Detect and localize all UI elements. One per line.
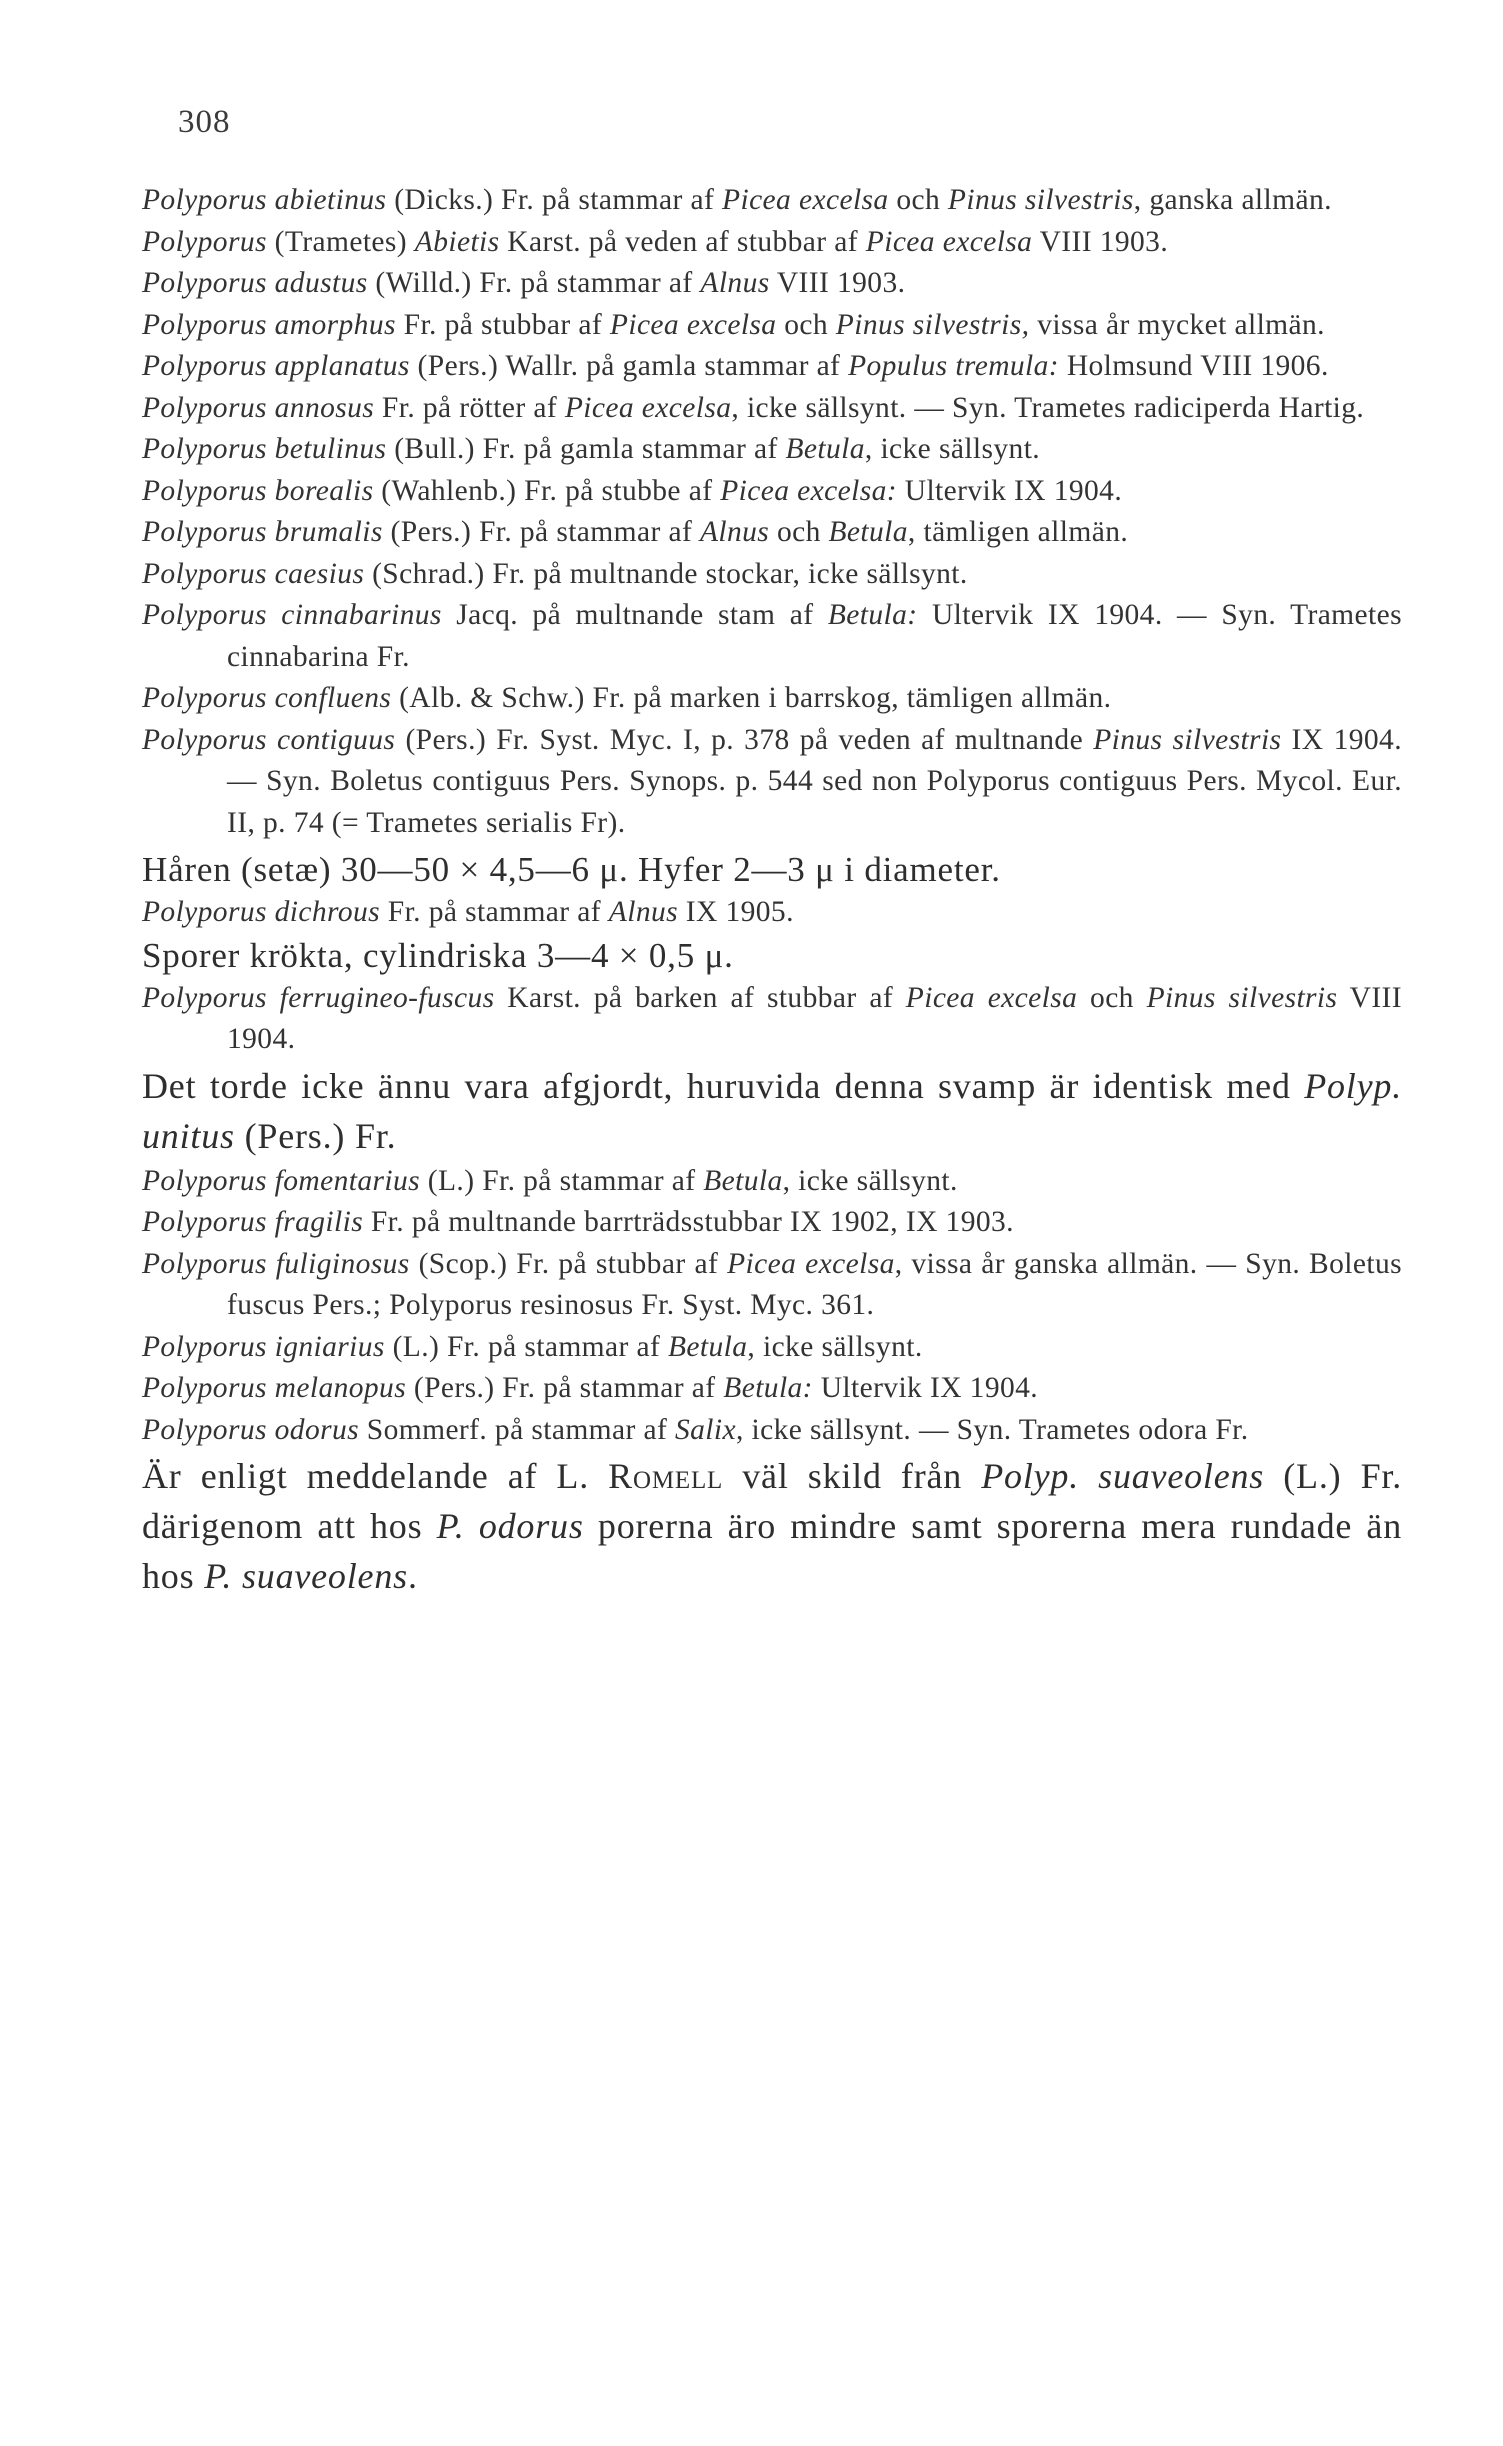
entry-text: , icke sällsynt. — Syn. Trametes odora Fr. (736, 1413, 1249, 1446)
host-name: Pinus silvestris (947, 184, 1134, 216)
note-odorus-d: (L.) Fr. därigenom att hos (142, 1456, 1402, 1546)
note-odorus-a: Är enligt meddelande af L. (142, 1456, 609, 1496)
entry-text: och (776, 308, 836, 341)
species-name: Polyporus confluens (142, 682, 392, 714)
entry-text: (Alb. & Schw.) Fr. på marken i barrskog, tämligen allmän. (391, 682, 1112, 714)
note-odorus-h: . (407, 1556, 418, 1596)
species-name: Polyporus fomentarius (142, 1164, 420, 1197)
entry-text: Fr. på rötter af (374, 391, 565, 424)
entry-text: Fr. på stubbar af (395, 308, 610, 341)
species-name: Polyporus igniarius (142, 1330, 385, 1363)
species-name: Polyporus fragilis (142, 1206, 364, 1238)
host-name: Betula: (723, 1372, 813, 1404)
host-name: Betula: (827, 599, 918, 631)
entries-block-2 (142, 892, 1402, 934)
entry-text: Ultervik IX 1904. — Syn. Trametes cinnabarina Fr. (227, 599, 1402, 673)
entry-text: VIII 1903. (1032, 225, 1169, 258)
species-entry (142, 512, 1402, 554)
host-name: Alnus (700, 267, 770, 299)
entry-text: (Dicks.) Fr. på stammar af (386, 184, 723, 216)
host-name: Pinus silvestris, (835, 308, 1030, 341)
host-name: Picea excelsa: (720, 474, 897, 507)
species-entry (142, 978, 1402, 1061)
entries-block-3 (142, 978, 1402, 1061)
entry-text: VIII 1903. (769, 267, 906, 299)
entry-text: IX 1905. (678, 896, 794, 928)
host-name: Picea excelsa (865, 225, 1033, 258)
entry-text: , vissa år ganska allmän. — Syn. Boletus fuscus Pers.; Polyporus resinosus Fr. Syst. Myc. 361. (227, 1247, 1403, 1321)
entry-text: (L.) Fr. på stammar af (384, 1330, 669, 1363)
page-number: 308 (178, 104, 231, 140)
note-odorus (142, 1451, 1402, 1601)
species-entry (142, 595, 1402, 678)
note-spores-text: Sporer krökta, cylindriska 3—4 × 0,5 μ. (142, 935, 734, 975)
entry-text: och (888, 184, 948, 216)
note-odorus-species-3: P. suaveolens (204, 1556, 408, 1596)
host-name: Betula (668, 1330, 748, 1363)
entry-text: och (1077, 981, 1147, 1014)
entries-block-4 (142, 1161, 1402, 1452)
host-name: Populus tremula: (848, 350, 1060, 382)
host-name: Pinus silvestris (1146, 981, 1338, 1014)
entry-text: Holmsund VIII 1906. (1059, 350, 1329, 382)
note-unitus (142, 1061, 1402, 1161)
note-odorus-author: Romell (608, 1456, 724, 1496)
host-name: Salix (675, 1413, 736, 1446)
entry-text: (Bull.) Fr. på gamla stammar af (386, 433, 786, 465)
species-name: Polyporus applanatus (142, 350, 410, 382)
host-name: Betula (828, 516, 908, 548)
species-entry (142, 1368, 1402, 1410)
species-name: Polyporus fuliginosus (142, 1247, 410, 1280)
species-entry (142, 1161, 1402, 1203)
entry-text: Fr. på multnande barrträdsstubbar IX 1902, IX 1903. (363, 1206, 1014, 1238)
species-name: Polyporus adustus (142, 267, 368, 299)
note-spores (142, 934, 1402, 978)
entry-text: Fr. på stammar af (380, 896, 609, 928)
entry-text: Sommerf. på stammar af (359, 1413, 675, 1446)
species-entry (142, 720, 1402, 845)
entry-text: (Pers.) Wallr. på gamla stammar af (409, 350, 849, 382)
entry-text: , icke sällsynt. (782, 1164, 958, 1197)
entry-text: (L.) Fr. på stammar af (420, 1164, 704, 1197)
entry-text: , ganska allmän. (1133, 184, 1332, 216)
entry-text: vissa år mycket allmän. (1029, 308, 1325, 341)
entry-text: (Pers.) Fr. på stammar af (406, 1372, 724, 1404)
note-unitus-a: Det torde icke ännu vara afgjordt, huruvida denna svamp är identisk med (142, 1065, 1305, 1106)
species-name: Polyporus caesius (142, 557, 365, 590)
species-entry (142, 429, 1402, 471)
entry-text: , tämligen allmän. (907, 516, 1129, 548)
species-name: Polyporus melanopus (142, 1372, 407, 1404)
species-entry (142, 180, 1402, 222)
species-name: Polyporus odorus (142, 1413, 360, 1446)
species-name: Polyporus cinnabarinus (142, 599, 442, 631)
species-entry (142, 471, 1402, 513)
species-entry (142, 263, 1402, 305)
host-name: Picea excelsa (609, 308, 777, 341)
entry-text: Karst. på barken af stubbar af (494, 981, 906, 1014)
species-name: Polyporus ferrugineo-fuscus (142, 981, 495, 1014)
species-name: Polyporus annosus (142, 391, 375, 424)
species-entry (142, 678, 1402, 720)
species-name: Polyporus betulinus (142, 433, 387, 465)
host-name: Picea excelsa (727, 1247, 895, 1280)
note-unitus-c: (Pers.) Fr. (234, 1115, 397, 1156)
species-list (142, 180, 1402, 1601)
note-hairs (142, 848, 1402, 892)
host-name: Picea excelsa (564, 391, 732, 424)
host-name: Picea excelsa (722, 184, 889, 216)
host-name: Picea excelsa (905, 981, 1078, 1014)
species-name: Polyporus amorphus (142, 308, 396, 341)
host-name: Abietis (414, 225, 500, 258)
host-name: Pinus silvestris (1093, 723, 1282, 756)
entries-block-1 (142, 180, 1402, 844)
note-odorus-b: väl skild från (723, 1456, 982, 1496)
entry-text: (Willd.) Fr. på stammar af (367, 267, 701, 299)
entry-text: (Wahlenb.) Fr. på stubbe af (373, 474, 721, 507)
species-entry (142, 892, 1402, 934)
species-name: Polyporus borealis (142, 474, 374, 507)
entry-text: (Pers.) Fr. Syst. Myc. I, p. 378 på veden af multnande (395, 723, 1094, 756)
species-name: Polyporus abietinus (142, 184, 387, 216)
species-entry (142, 1202, 1402, 1244)
species-entry (142, 1244, 1402, 1327)
note-unitus-species: Polyp. unitus (142, 1065, 1402, 1156)
host-name: Alnus (608, 896, 678, 928)
entry-text: Ultervik IX 1904. (812, 1372, 1039, 1404)
species-name: Polyporus contiguus (142, 723, 396, 756)
entry-text: , icke sällsynt. (747, 1330, 923, 1363)
species-entry (142, 346, 1402, 388)
species-name: Polyporus dichrous (142, 896, 380, 928)
entry-text: Jacq. på multnande stam af (441, 599, 828, 631)
entry-text: Ultervik IX 1904. (896, 474, 1123, 507)
species-entry (142, 1410, 1402, 1452)
host-name: Alnus (699, 516, 770, 548)
species-entry (142, 554, 1402, 596)
host-name: Betula (703, 1164, 783, 1197)
entry-text: (Trametes) (266, 225, 415, 258)
entry-text: (Schrad.) Fr. på multnande stockar, icke sällsynt. (364, 557, 968, 590)
entry-text: och (769, 516, 829, 548)
entry-text: , icke sällsynt. (864, 433, 1041, 465)
entry-text: , icke sällsynt. — Syn. Trametes radiciperda Hartig. (731, 391, 1365, 424)
entry-text: (Pers.) Fr. på stammar af (382, 516, 700, 548)
entry-text: (Scop.) Fr. på stubbar af (409, 1247, 728, 1280)
species-name: Polyporus (142, 225, 267, 258)
species-name: Polyporus brumalis (142, 516, 383, 548)
species-entry (142, 388, 1402, 430)
entry-text: IX 1904. — Syn. Boletus contiguus Pers. Synops. p. 544 sed non Polyporus contiguus Pers. Mycol. Eur. II, p. 74 (= Trametes serialis Fr). (227, 723, 1402, 839)
species-entry (142, 222, 1402, 264)
species-entry (142, 305, 1402, 347)
note-odorus-species-1: Polyp. suaveolens (981, 1456, 1265, 1496)
note-odorus-f: porerna äro mindre samt sporerna mera rundade än hos (142, 1506, 1402, 1596)
note-odorus-species-2: P. odorus (436, 1506, 584, 1546)
note-hairs-text: Håren (setæ) 30—50 × 4,5—6 μ. Hyfer 2—3 μ i diameter. (142, 850, 1001, 889)
species-entry (142, 1327, 1402, 1369)
entry-text: VIII 1904. (227, 981, 1403, 1055)
entry-text: Karst. på veden af stubbar af (499, 225, 866, 258)
host-name: Betula (785, 433, 865, 465)
